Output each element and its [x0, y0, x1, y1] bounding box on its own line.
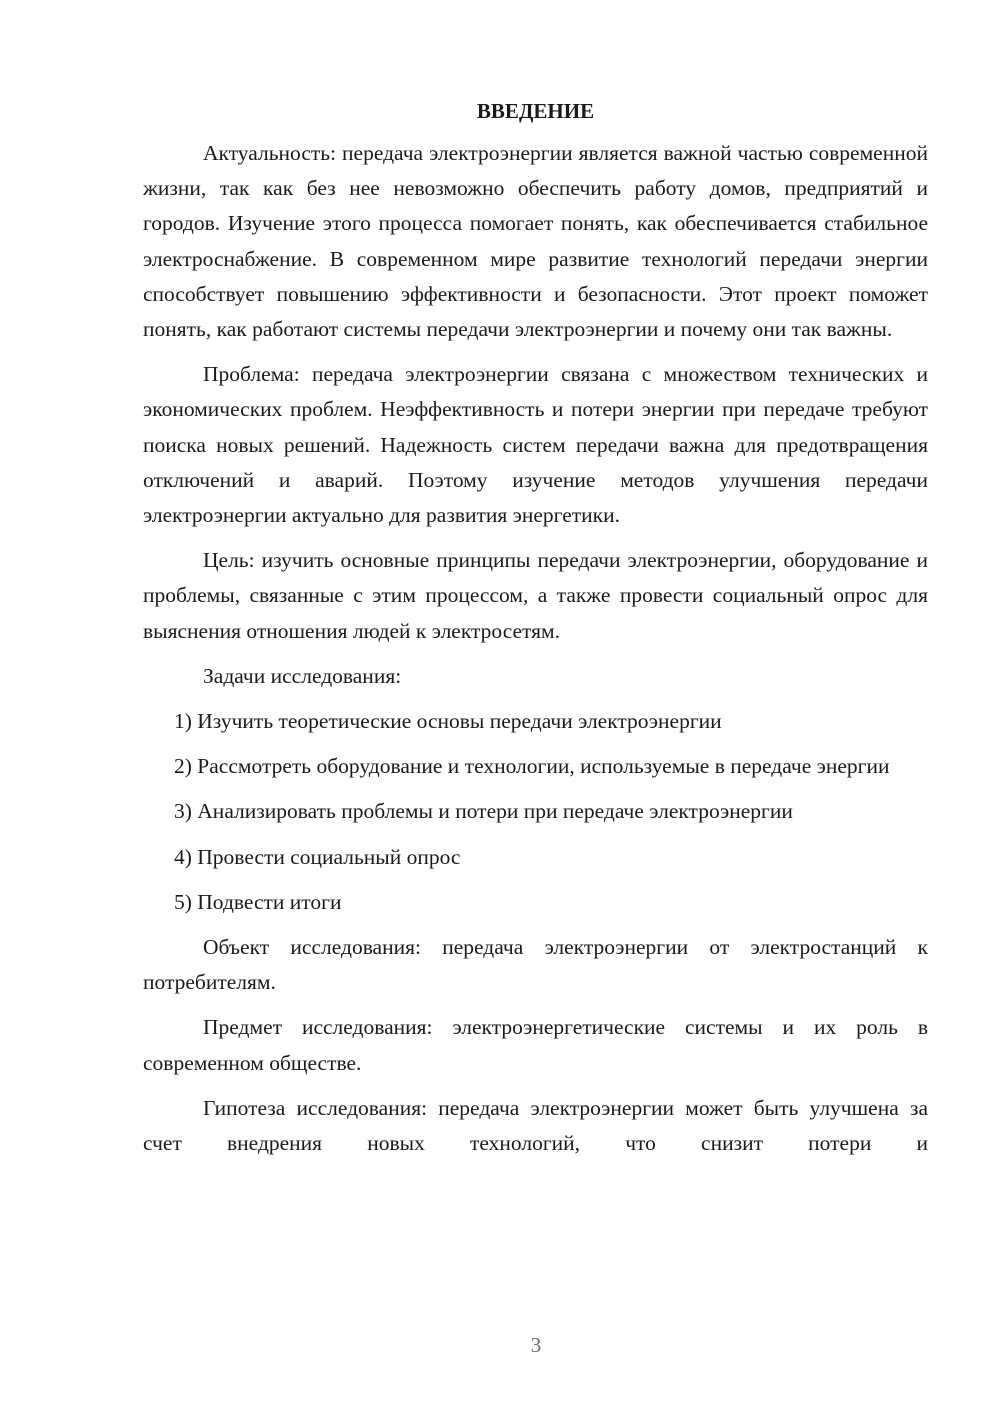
paragraph-hypothesis: Гипотеза исследования: передача электроэнергии может быть улучшена за счет внедрения новых технологий, что снизит потери и [143, 1095, 928, 1156]
section-title: ВВЕДЕНИЕ [476, 99, 595, 123]
page-number: 3 [530, 1333, 542, 1357]
task-item-3: 3) Анализировать проблемы и потери при передаче электроэнергии [174, 799, 793, 824]
paragraph-subject: Предмет исследования: электроэнергетические системы и их роль в современном обществе. [143, 1015, 928, 1075]
task-item-5: 5) Подвести итоги [174, 889, 342, 914]
tasks-heading: Задачи исследования: [203, 663, 402, 688]
paragraph-problem: Проблема: передача электроэнергии связана с множеством технических и экономических проблем. Неэффективность и потери энергии при передаче требуют поиска новых решений. Надежность систем передачи важна для предотвращения отключений и аварий. Поэтому изучение методов улучшения передачи электроэнергии актуально для развития энергетики. [143, 362, 928, 528]
task-item-4: 4) Провести социальный опрос [174, 844, 461, 869]
paragraph-goal: Цель: изучить основные принципы передачи электроэнергии, оборудование и проблемы, связанные с этим процессом, а также провести социальный опрос для выяснения отношения людей к электросетям. [143, 548, 928, 643]
document-page [143, 96, 928, 1171]
task-item-1: 1) Изучить теоретические основы передачи электроэнергии [174, 709, 722, 734]
task-item-2: 2) Рассмотреть оборудование и технологии, используемые в передаче энергии [174, 754, 890, 779]
paragraph-object: Объект исследования: передача электроэнергии от электростанций к потребителям. [143, 935, 928, 995]
paragraph-relevance: Актуальность: передача электроэнергии является важной частью современной жизни, так как без нее невозможно обеспечить работу домов, предприятий и городов. Изучение этого процесса помогает понять, как обеспечивается стабильное электроснабжение. В современном мире развитие технологий передачи энергии способствует повышению эффективности и безопасности. Этот проект поможет понять, как работают системы передачи электроэнергии и почему они так важны. [143, 141, 928, 342]
